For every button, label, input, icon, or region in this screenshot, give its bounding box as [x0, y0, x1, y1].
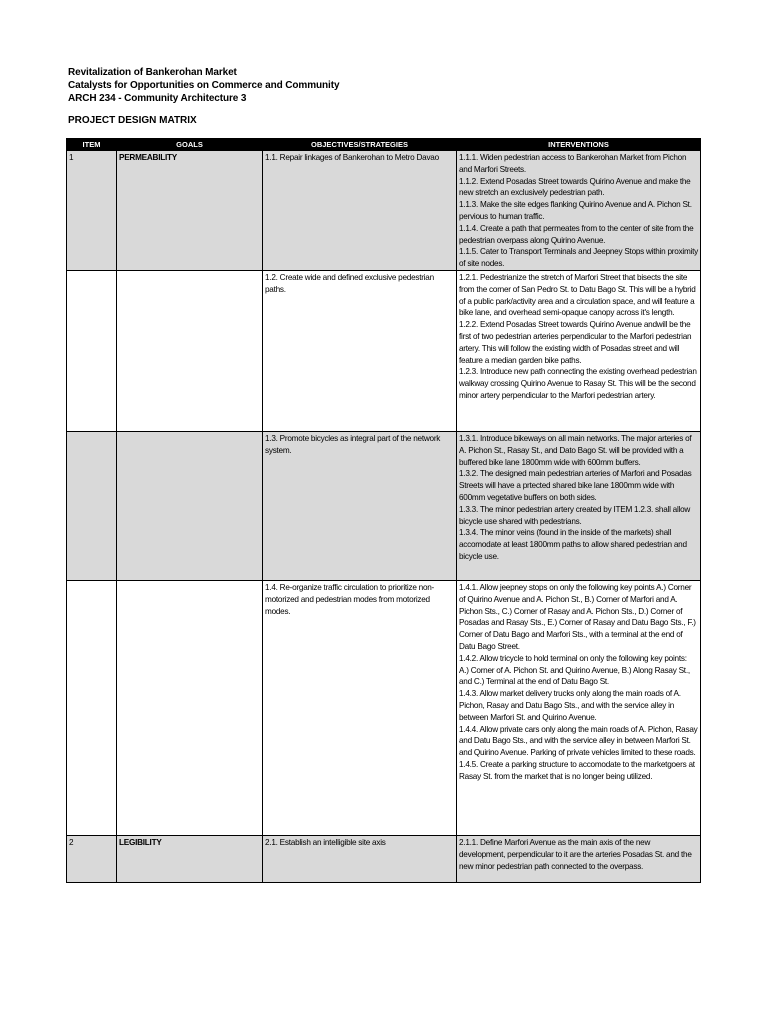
objective-cell: 1.4. Re-organize traffic circulation to prioritize non-motorized and pedestrian modes from motorized modes.: [263, 580, 457, 835]
item-cell: [67, 431, 117, 580]
course-title: ARCH 234 - Community Architecture 3: [68, 93, 247, 104]
column-header-objectives: OBJECTIVES/STRATEGIES: [263, 139, 457, 151]
goal-cell: [117, 431, 263, 580]
intervention-item: 1.4.5. Create a parking structure to accomodate to the marketgoers at Rasay St. from the market that is no longer being utilized.: [459, 759, 695, 781]
interventions-cell: [457, 431, 701, 580]
intervention-item: 1.3.1. Introduce bikeways on all main networks. The major arteries of A. Pichon St., Rasay St., and Dato Bago St. will be provided with a buffered bike lane 1800mm wide with 600mm buffers.: [459, 433, 692, 467]
item-cell: 2: [67, 835, 117, 882]
intervention-item: 1.1.5. Cater to Transport Terminals and Jeepney Stops within proximity of site nodes.: [459, 247, 699, 269]
intervention-item: 1.1.2. Extend Posadas Street towards Quirino Avenue and make the new stretch an exclusively pedestrian path.: [459, 176, 691, 198]
intervention-item: 1.4.1. Allow jeepney stops on only the following key points A.) Corner of Quirino Avenue and A. Pichon St., B.) Corner of Marfori and A. Pichon Sts., C.) Corner of Rasay and A. Pichon Sts., D.) Corner of Posadas and Rasay Sts., E.) Corner of Rasay and Datu Bago Sts., F.) Corner of Datu Bago and Marfori Sts., with a terminal at the end of Datu Bago Street.: [459, 582, 696, 651]
intervention-item: 1.3.4. The minor veins (found in the inside of the markets) shall accomodate at least 1800mm paths to allow shared pedestrian and bicycle use.: [459, 528, 687, 561]
table-row: [67, 151, 701, 271]
objective-cell: 1.2. Create wide and defined exclusive pedestrian paths.: [263, 270, 457, 431]
item-cell: 1: [67, 151, 117, 271]
interventions-cell: [457, 270, 701, 431]
interventions-cell: [457, 835, 701, 882]
table-row: [67, 835, 701, 882]
column-header-goals: GOALS: [117, 139, 263, 151]
table-header-row: [67, 139, 701, 151]
interventions-cell: [457, 151, 701, 271]
column-header-interventions: INTERVENTIONS: [457, 139, 701, 151]
goal-cell: [117, 580, 263, 835]
intervention-item: 1.1.1. Widen pedestrian access to Bankerohan Market from Pichon and Marfori Streets.: [459, 153, 687, 174]
intervention-item: 1.2.3. Introduce new path connecting the existing overhead pedestrian walkway crossing Quirino Avenue to Rasay St. This will be the second minor artery perpendicular to the Marfori pedestrian artery.: [459, 367, 697, 400]
intervention-item: 1.4.2. Allow tricycle to hold terminal on only the following key points: A.) Corner of A. Pichon St. and Quirino Avenue, B.) Along Rasay St., and C.) Terminal at the end of Datu Bago St.: [459, 653, 690, 687]
goal-cell: PERMEABILITY: [117, 151, 263, 271]
intervention-item: 1.2.2. Extend Posadas Street towards Quirino Avenue andwill be the first of two pedestrian arteries perpendicular to the Marfori pedestrian artery. This will follow the existing width of Posadas street and will feature a median garden bike paths.: [459, 320, 692, 365]
item-cell: [67, 580, 117, 835]
goal-cell: [117, 270, 263, 431]
design-matrix-table: [66, 138, 701, 883]
table-row: [67, 431, 701, 580]
intervention-item: 1.2.1. Pedestrianize the stretch of Marfori Street that bisects the site from the corner of San Pedro St. to Datu Bago St. This will be a hybrid of a public park/activity area and a circulation space, and will feature a bike lane, and overhead semi-opaque canopy across it's length.: [459, 272, 696, 318]
item-cell: [67, 270, 117, 431]
goal-cell: LEGIBILITY: [117, 835, 263, 882]
document-header: [68, 66, 339, 105]
column-header-item: ITEM: [67, 139, 117, 151]
intervention-item: 2.1.1. Define Marfori Avenue as the main axis of the new development, perpendicular to it are the arteries Posadas St. and the new minor pedestrian path connected to the overpass.: [459, 837, 692, 871]
intervention-item: 1.4.4. Allow private cars only along the main roads of A. Pichon, Rasay and Datu Bago Sts., and with the service alley in between Marfori St. and Quirino Avenue. Parking of private vehicles limited to these roads.: [459, 724, 698, 758]
project-subtitle: Catalysts for Opportunities on Commerce and Community: [68, 80, 340, 91]
intervention-item: 1.1.4. Create a path that permeates from to the center of site from the pedestrian overpass along Quirino Avenue.: [459, 223, 694, 245]
table-row: [67, 580, 701, 835]
section-title: PROJECT DESIGN MATRIX: [68, 115, 197, 126]
table-row: [67, 270, 701, 431]
project-title: Revitalization of Bankerohan Market: [68, 67, 237, 78]
intervention-item: 1.3.3. The minor pedestrian artery created by ITEM 1.2.3. shall allow bicycle use shared with pedestrians.: [459, 504, 691, 526]
objective-cell: 2.1. Establish an intelligible site axis: [263, 835, 457, 882]
intervention-item: 1.4.3. Allow market delivery trucks only along the main roads of A. Pichon, Rasay and Datu Bago Sts., and with the service alley in between Marfori St. and Quirino Avenue.: [459, 689, 681, 722]
intervention-item: 1.3.2. The designed main pedestrian arteries of Marfori and Posadas Streets will have a prtected shared bike lane 1800mm wide with 600mm vegetative buffers on both sides.: [459, 469, 692, 502]
objective-cell: 1.1. Repair linkages of Bankerohan to Metro Davao: [263, 151, 457, 271]
intervention-item: 1.1.3. Make the site edges flanking Quirino Avenue and A. Pichon St. pervious to human traffic.: [459, 200, 692, 221]
objective-cell: 1.3. Promote bicycles as integral part of the network system.: [263, 431, 457, 580]
interventions-cell: [457, 580, 701, 835]
